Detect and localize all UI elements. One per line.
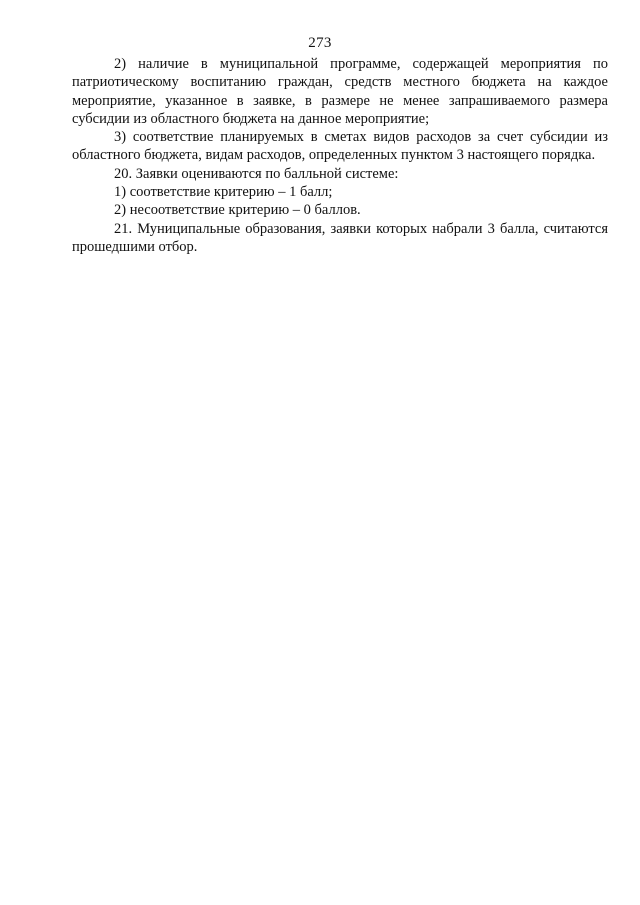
paragraph-item-3-expense-types: 3) соответствие планируемых в сметах видов расходов за счет субсидии из областного бюджета, видам расходов, определенных пунктом 3 настоящего порядка.	[72, 129, 608, 164]
document-body	[72, 55, 608, 256]
paragraph-20-scoring-system: 20. Заявки оцениваются по балльной системе:	[114, 165, 399, 182]
paragraph-criterion-met: 1) соответствие критерию – 1 балл;	[114, 184, 333, 201]
paragraph-item-2-budget-funds: 2) наличие в муниципальной программе, содержащей мероприятия по патриотическому воспитанию граждан, средств местного бюджета на каждое мероприятие, указанное в заявке, в размере не менее запрашиваемого размера субсидии из областного бюджета на данное мероприятие;	[72, 56, 608, 127]
page-number: 273	[308, 35, 332, 51]
paragraph-criterion-not-met: 2) несоответствие критерию – 0 баллов.	[114, 202, 361, 219]
paragraph-21-selection-result: 21. Муниципальные образования, заявки которых набрали 3 балла, считаются прошедшими отбор.	[72, 220, 608, 255]
